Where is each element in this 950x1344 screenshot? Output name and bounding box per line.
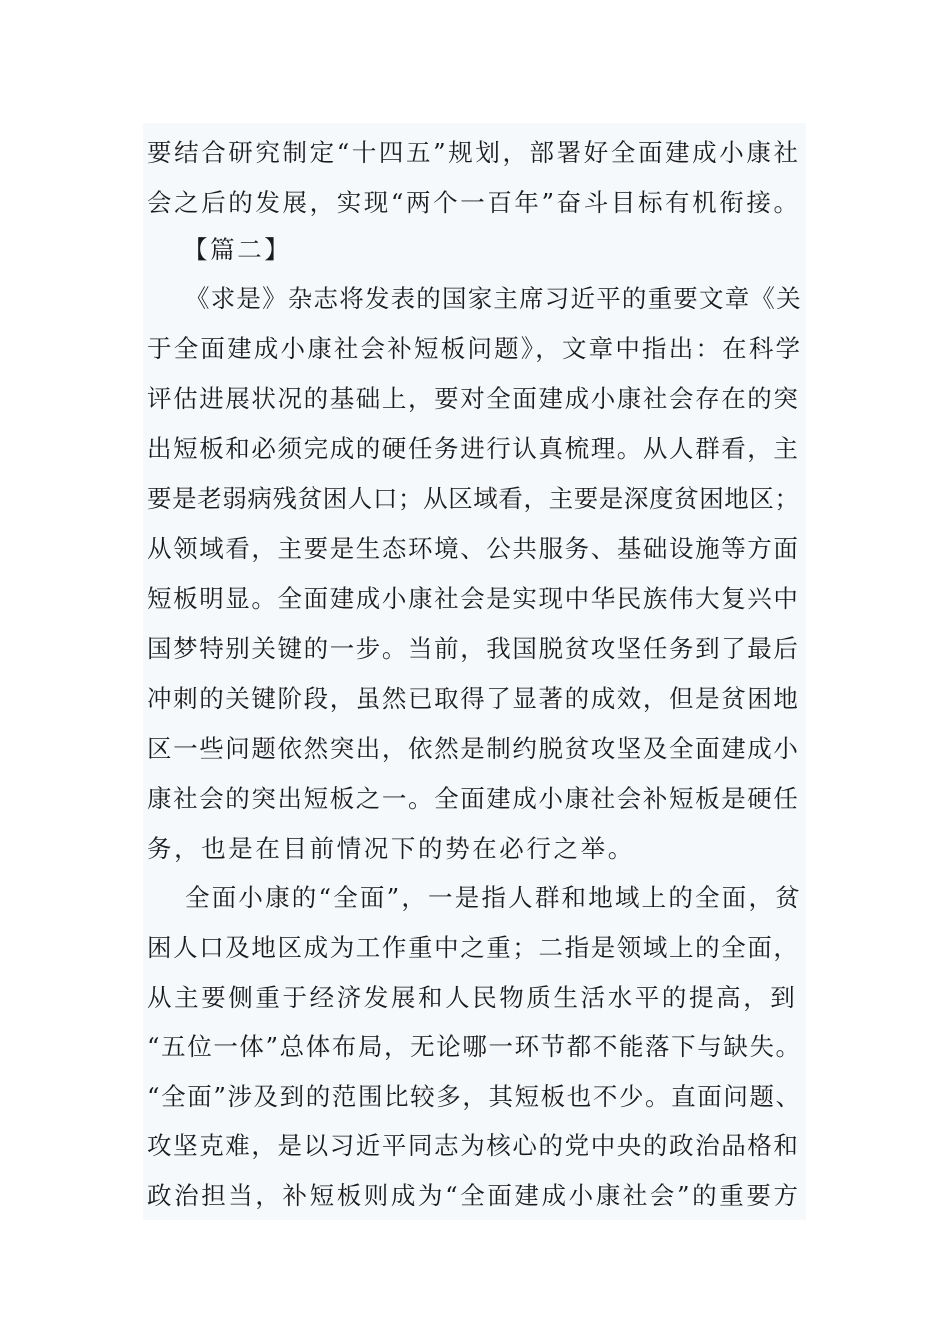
text-line: 于全面建成小康社会补短板问题》，文章中指出：在科学 [147, 334, 803, 363]
document-text-block [143, 123, 806, 1220]
text-line: “全面”涉及到的范围比较多，其短板也不少。直面问题、 [147, 1082, 802, 1111]
text-line: 从主要侧重于经济发展和人民物质生活水平的提高，到 [147, 983, 798, 1012]
text-line: 区一些问题依然突出，依然是制约脱贫攻坚及全面建成小 [147, 734, 800, 763]
section-heading: 【篇二】 [183, 235, 292, 264]
text-line: 从领域看，主要是生态环境、公共服务、基础设施等方面 [147, 534, 800, 563]
text-line: 出短板和必须完成的硬任务进行认真梳理。从人群看，主 [147, 434, 800, 463]
text-line: 评估进展状况的基础上，要对全面建成小康社会存在的突 [147, 384, 800, 413]
text-line: 国梦特别关键的一步。当前，我国脱贫攻坚任务到了最后 [147, 634, 800, 663]
text-line: “五位一体”总体布局，无论哪一环节都不能落下与缺失。 [147, 1032, 802, 1061]
text-line: 攻坚克难，是以习近平同志为核心的党中央的政治品格和 [147, 1131, 800, 1160]
text-line: 短板明显。全面建成小康社会是实现中华民族伟大复兴中 [147, 584, 800, 613]
text-line: 困人口及地区成为工作重中之重；二指是领域上的全面， [147, 933, 800, 962]
text-line: 会之后的发展，实现“两个一百年”奋斗目标有机衔接。 [147, 188, 801, 217]
text-line: 要结合研究制定“十四五”规划，部署好全面建成小康社 [147, 138, 801, 167]
text-line: 冲刺的关键阶段，虽然已取得了显著的成效，但是贫困地 [147, 684, 800, 713]
text-line: 《求是》杂志将发表的国家主席习近平的重要文章《关 [185, 284, 802, 313]
text-line: 政治担当，补短板则成为“全面建成小康社会”的重要方 [147, 1181, 801, 1210]
text-line: 务，也是在目前情况下的势在必行之举。 [147, 834, 635, 863]
text-line: 康社会的突出短板之一。全面建成小康社会补短板是硬任 [147, 784, 800, 813]
text-line: 要是老弱病残贫困人口；从区域看，主要是深度贫困地区； [147, 484, 800, 513]
text-line: 全面小康的“全面”，一是指人群和地域上的全面，贫 [185, 883, 802, 912]
